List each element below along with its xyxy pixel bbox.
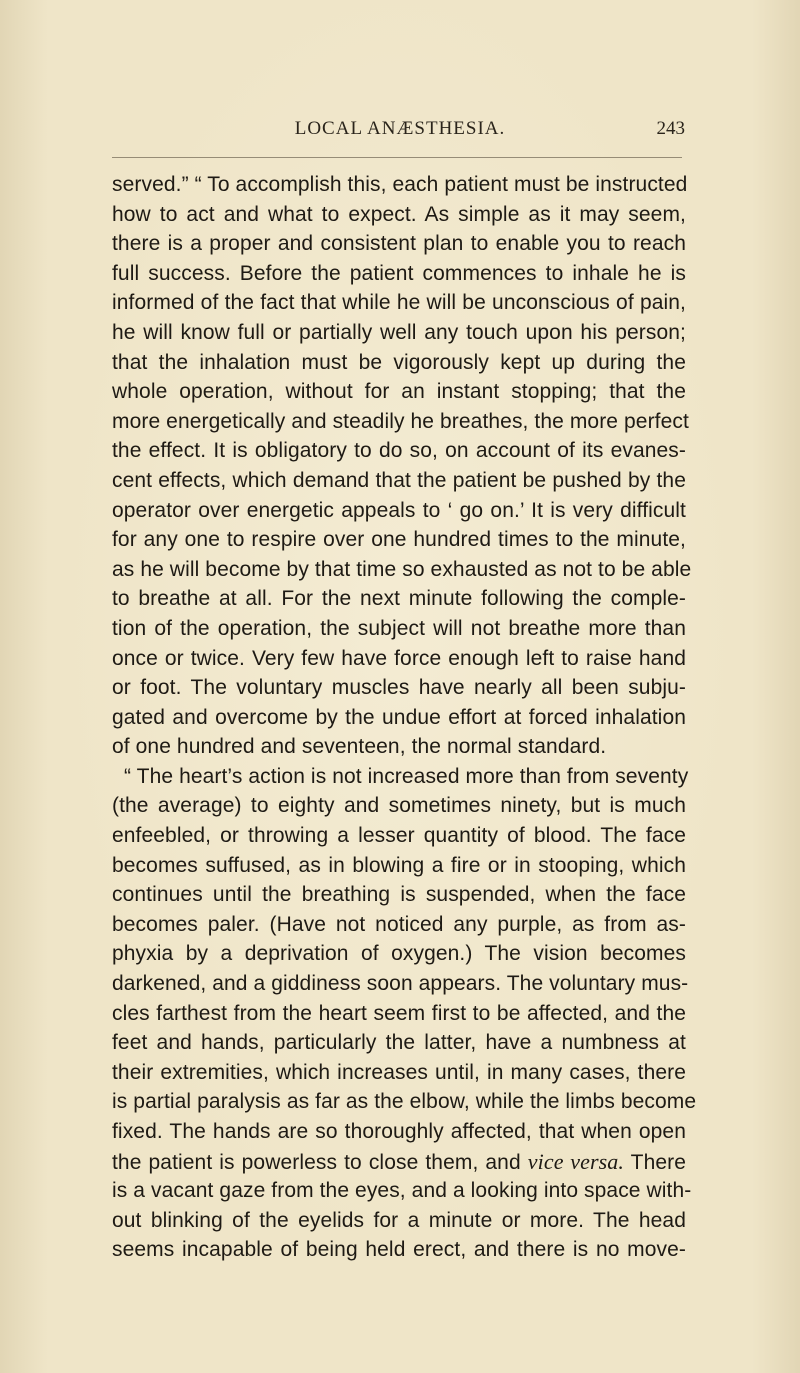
text-line: enfeebled, or throwing a lesser quantity of blood. The face [112,824,686,848]
text-line: or foot. The voluntary muscles have nearly all been subju- [112,676,686,700]
text-line: the effect. It is obligatory to do so, on account of its evanes- [112,439,686,463]
text-line: more energetically and steadily he breathes, the more perfect [112,409,689,433]
running-head: LOCAL ANÆSTHESIA. [294,118,506,139]
text-line: phyxia by a deprivation of oxygen.) The vision becomes [112,942,686,966]
text-line: that the inhalation must be vigorously kept up during the [112,350,686,374]
text-line-with-italic [112,1147,686,1177]
text-line: fixed. The hands are so thoroughly affected, that when open [112,1120,686,1143]
text-line: gated and overcome by the undue effort at forced inhalation [112,705,686,729]
text-segment: the patient is powerless to close them, and [112,1150,521,1174]
text-line: as he will become by that time so exhausted as not to be able [112,557,692,581]
text-line: out blinking of the eyelids for a minute or more. The head [112,1208,686,1232]
text-line: becomes paler. (Have not noticed any purple, as from as- [112,912,686,936]
text-line: feet and hands, particularly the latter, have a numbness at [112,1031,686,1055]
page-header [90,118,710,142]
text-line: tion of the operation, the subject will not breathe more than [112,616,686,640]
italic-phrase: vice versa. [527,1148,624,1174]
text-line: he will know full or partially well any touch upon his person; [112,320,686,344]
text-line: to breathe at all. For the next minute following the comple- [112,587,686,611]
text-line: once or twice. Very few have force enough left to raise hand [112,646,686,670]
body-text [112,170,697,1265]
text-line: is partial paralysis as far as the elbow, while the limbs become [112,1090,697,1114]
header-rule [112,157,682,158]
text-line: continues until the breathing is suspended, when the face [112,883,686,907]
text-line: their extremities, which increases until, in many cases, there [112,1060,686,1084]
paragraph-end-line: of one hundred and seventeen, the normal standard. [112,735,607,759]
text-line: darkened, and a giddiness soon appears. The voluntary mus- [112,972,689,996]
text-line: whole operation, without for an instant stopping; that the [112,380,686,404]
text-segment: There [630,1150,686,1174]
text-line: for any one to respire over one hundred times to the minute, [112,528,686,552]
text-line: cent effects, which demand that the patient be pushed by the [112,468,686,492]
text-line: (the average) to eighty and sometimes ninety, but is much [112,794,686,818]
text-line: seems incapable of being held erect, and there is no move- [112,1238,686,1262]
text-line: informed of the fact that while he will be unconscious of pain, [112,291,686,315]
text-line: is a vacant gaze from the eyes, and a looking into space with- [112,1179,692,1203]
text-line: full success. Before the patient commences to inhale he is [112,261,686,285]
text-line: served.” “ To accomplish this, each patient must be instructed [112,173,688,196]
text-line: becomes suffused, as in blowing a fire or in stooping, which [112,853,686,877]
text-line: operator over energetic appeals to ‘ go on.’ It is very difficult [112,498,686,522]
text-line: there is a proper and consistent plan to enable you to reach [112,232,686,256]
text-line: how to act and what to expect. As simple as it may seem, [112,202,686,226]
paragraph-start-line: “ The heart’s action is not increased more than from seventy [124,764,689,788]
text-line: cles farthest from the heart seem first to be affected, and the [112,1001,686,1025]
page-number: 243 [656,118,685,139]
